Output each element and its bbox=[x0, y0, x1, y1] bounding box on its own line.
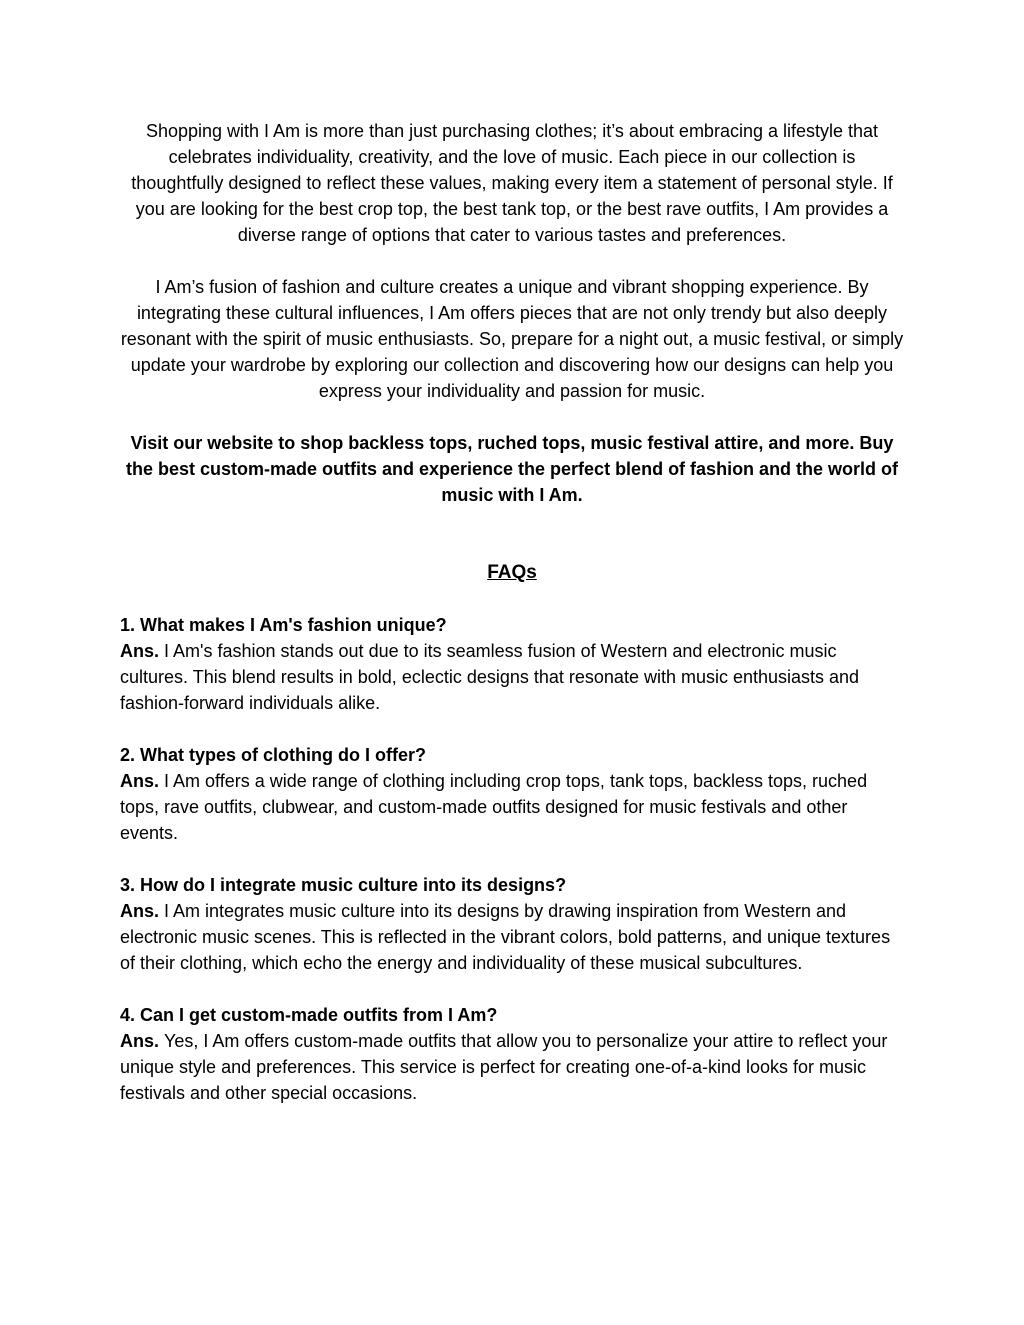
faq-question: 2. What types of clothing do I offer? bbox=[120, 745, 426, 765]
answer-label: Ans. bbox=[120, 771, 165, 791]
document-page bbox=[120, 118, 904, 1132]
faq-list bbox=[120, 612, 904, 1106]
faq-item bbox=[120, 612, 904, 716]
faq-question: 3. How do I integrate music culture into its designs? bbox=[120, 875, 567, 895]
faq-answer: I Am integrates music culture into its designs by drawing inspiration from Western and electronic music scenes. This is reflected in the vibrant colors, bold patterns, and unique textures of their clothing, which echo the energy and individuality of these musical subcultures. bbox=[120, 901, 891, 973]
intro-paragraph-2: I Am’s fusion of fashion and culture creates a unique and vibrant shopping experience. By integrating these cultural influences, I Am offers pieces that are not only trendy but also deeply resonant with the spirit of music enthusiasts. So, prepare for a night out, a music festival, or simply update your wardrobe by exploring our collection and discovering how our designs can help you express your individuality and passion for music. bbox=[120, 277, 904, 401]
faq-item bbox=[120, 872, 904, 976]
answer-label: Ans. bbox=[120, 901, 165, 921]
faq-item bbox=[120, 1002, 904, 1106]
answer-label: Ans. bbox=[120, 1031, 165, 1051]
faq-question: 4. Can I get custom-made outfits from I Am? bbox=[120, 1005, 498, 1025]
answer-label: Ans. bbox=[120, 641, 165, 661]
faq-heading: FAQs bbox=[487, 562, 537, 583]
faq-answer: I Am's fashion stands out due to its seamless fusion of Western and electronic music cultures. This blend results in bold, eclectic designs that resonate with music enthusiasts and fashion-forward individuals alike. bbox=[120, 641, 860, 713]
faq-item bbox=[120, 742, 904, 846]
faq-question: 1. What makes I Am's fashion unique? bbox=[120, 615, 447, 635]
call-to-action: Visit our website to shop backless tops, ruched tops, music festival attire, and more. Buy the best custom-made outfits and experience the perfect blend of fashion and the world of music with I Am. bbox=[125, 433, 899, 505]
faq-answer: Yes, I Am offers custom-made outfits that allow you to personalize your attire to reflect your unique style and preferences. This service is perfect for creating one-of-a-kind looks for music festivals and other special occasions. bbox=[120, 1031, 888, 1103]
intro-paragraph-1: Shopping with I Am is more than just purchasing clothes; it’s about embracing a lifestyle that celebrates individuality, creativity, and the love of music. Each piece in our collection is thoughtfully designed to reflect these values, making every item a statement of personal style. If you are looking for the best crop top, the best tank top, or the best rave outfits, I Am provides a diverse range of options that cater to various tastes and preferences. bbox=[131, 121, 893, 245]
faq-answer: I Am offers a wide range of clothing including crop tops, tank tops, backless tops, ruched tops, rave outfits, clubwear, and custom-made outfits designed for music festivals and other events. bbox=[120, 771, 868, 843]
